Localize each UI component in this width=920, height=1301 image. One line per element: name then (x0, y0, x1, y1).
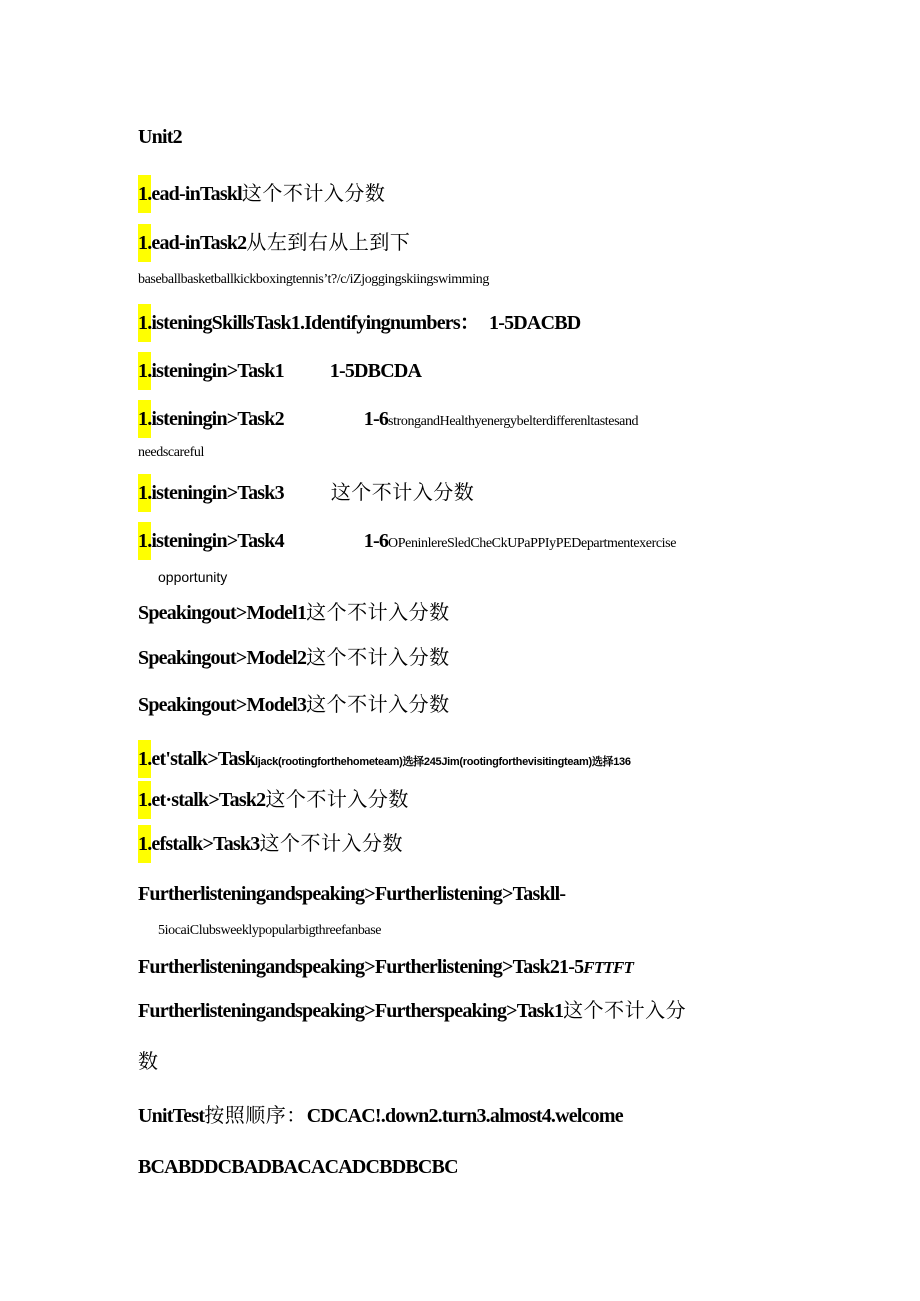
line-note: 这个不计入分数 (259, 833, 403, 855)
listening-in-task3-line (138, 474, 474, 512)
line-text: et'stalk>Task (151, 748, 256, 770)
lets-talk-task3-line (138, 825, 403, 863)
line-text: ead-inTask2 (151, 232, 247, 254)
line-answer-number: 1-6 (363, 408, 389, 430)
line-text: ead-inTaskl (151, 183, 242, 205)
further-listening-task1-answer: 5iocaiClubsweeklypopularbigthreefanbase (158, 923, 382, 938)
line-answer: 1-5DACBD (489, 312, 581, 334)
line-note: 这个不计入分数 (306, 602, 450, 624)
line-note: 这个不计入分数 (306, 694, 450, 716)
line-text: UnitTest (138, 1105, 205, 1127)
listening-in-task1-line (138, 352, 421, 390)
highlighted-number: 1. (138, 474, 151, 512)
line-note: 这个不计入分数 (265, 789, 409, 811)
further-listening-task1-line: Furtherlisteningandspeaking>Furtherlistening>Taskll- (138, 883, 566, 905)
highlighted-number: 1. (138, 304, 151, 342)
unit-test-answers: BCABDDCBADBACACADCBDBCBC (138, 1156, 458, 1178)
line-note: 从左到右从上到下 (246, 232, 411, 254)
listening-in-task4-answer-cont: opportunity (158, 569, 228, 585)
speaking-model1-line (138, 600, 450, 626)
line-answer: OPeninlereSledCheCkUPaPPIyPEDepartmentexercise (388, 536, 677, 551)
line-answer: CDCAC!.down2.turn3.almost4.welcome (306, 1105, 623, 1127)
leadin-task2-line (138, 224, 410, 262)
lets-talk-task2-line (138, 781, 409, 819)
speaking-model3-line (138, 692, 450, 718)
line-text: isteningSkillsTask1.Identifyingnumbers： (151, 312, 480, 334)
unit-test-line (138, 1103, 623, 1129)
highlighted-number: 1. (138, 400, 151, 438)
listening-in-task2-line (138, 400, 638, 438)
highlighted-number: 1. (138, 175, 151, 213)
line-note: 这个不计入分数 (330, 482, 475, 504)
line-text: isteningin>Task3 (151, 482, 284, 504)
line-text: efstalk>Task3 (151, 833, 260, 855)
highlighted-number: 1. (138, 352, 151, 390)
listening-in-task2-answer-cont: needscareful (138, 445, 204, 460)
line-note: 这个不计入分数 (241, 183, 386, 205)
line-text: et·stalk>Task2 (151, 789, 266, 811)
speaking-model2-line (138, 645, 450, 671)
line-note: 按照顺序： (204, 1105, 307, 1127)
highlighted-number: 1. (138, 825, 151, 863)
line-answer-number: 1-6 (363, 530, 389, 552)
line-text: Speakingout>Model2 (138, 647, 307, 669)
line-text: Furtherlisteningandspeaking>Furtherlistening>Task21-5 (138, 956, 584, 978)
line-text: Speakingout>Model1 (138, 602, 307, 624)
line-note: 数 (138, 1051, 159, 1073)
line-note: 这个不计入分 (563, 1000, 687, 1022)
highlighted-number: 1. (138, 740, 151, 778)
listening-in-task4-line (138, 522, 676, 560)
line-text: isteningin>Task1 (151, 360, 284, 382)
line-text: Furtherlisteningandspeaking>Furtherspeaking>Task1 (138, 1000, 564, 1022)
highlighted-number: 1. (138, 224, 151, 262)
line-text: Speakingout>Model3 (138, 694, 307, 716)
line-answer: 1-5DBCDA (329, 360, 422, 382)
line-note: 这个不计入分数 (306, 647, 450, 669)
further-speaking-task1-line (138, 998, 686, 1024)
highlighted-number: 1. (138, 781, 151, 819)
line-answer: strongandHealthyenergybelterdifferenltastesand (388, 414, 639, 429)
listening-skills-task1-line (138, 304, 580, 342)
line-text: isteningin>Task2 (151, 408, 284, 430)
further-listening-task2-line (138, 954, 633, 981)
highlighted-number: 1. (138, 522, 151, 560)
line-text: isteningin>Task4 (151, 530, 284, 552)
unit-title: Unit2 (138, 126, 182, 148)
leadin-task1-line (138, 175, 385, 213)
further-speaking-task1-cont (138, 1049, 159, 1075)
line-answer: FTTFT (583, 958, 634, 977)
leadin-task2-answer: baseballbasketballkickboxingtennis’t?/c/iZjoggingskiingswimming (138, 272, 489, 287)
line-answer: ljack(rootingforthehometeam)选择245Jim(rootingforthevisitingteam)选择136 (255, 756, 631, 768)
lets-talk-task1-line (138, 740, 631, 778)
